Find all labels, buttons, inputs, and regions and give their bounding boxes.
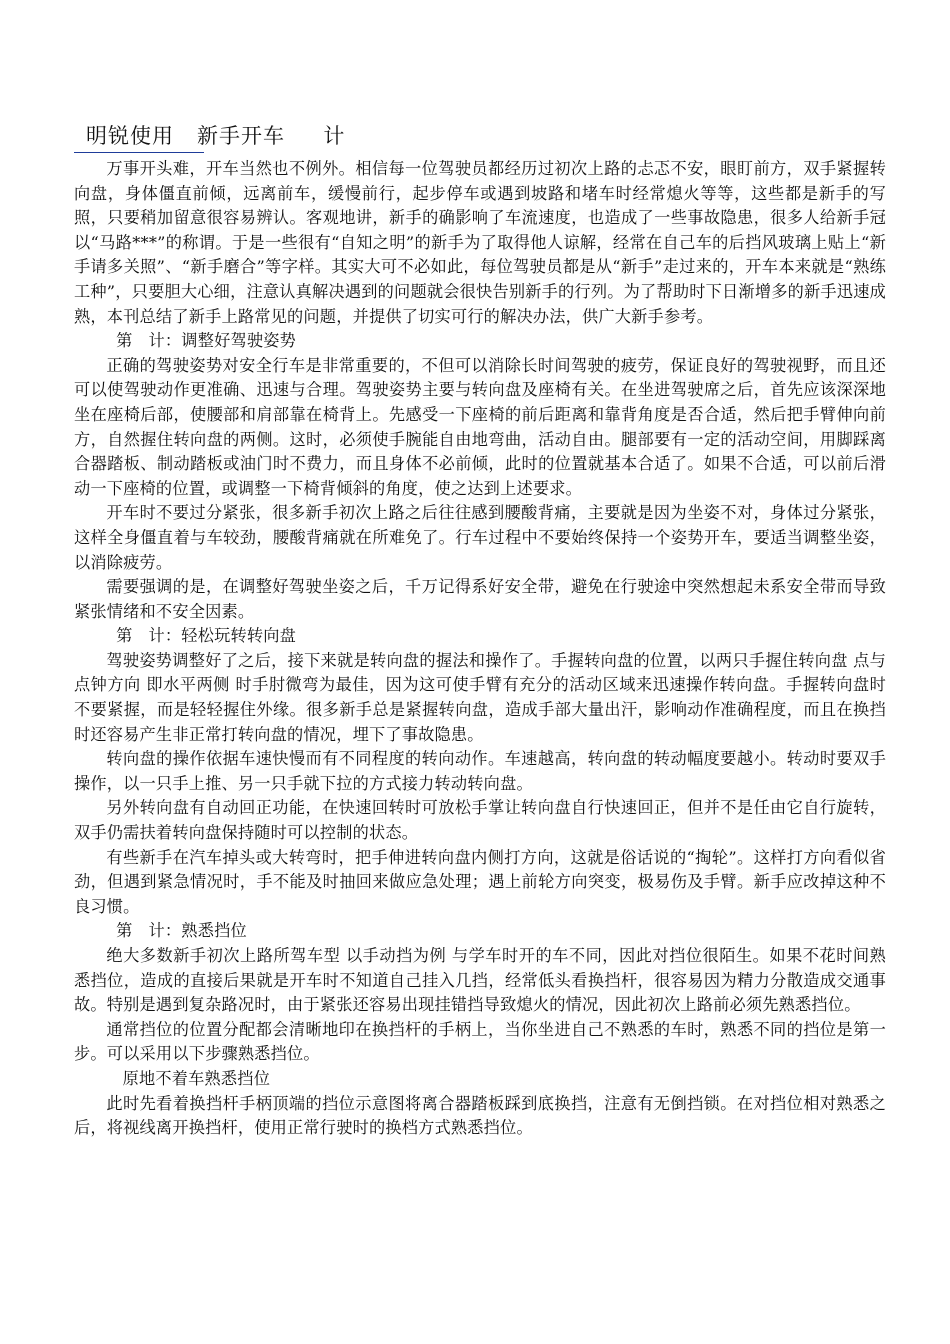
- paragraph: 驾驶姿势调整好了之后，接下来就是转向盘的握法和操作了。手握转向盘的位置，以两只手握住转向盘 点与 点钟方向 即水平两侧 时手肘微弯为最佳，因为这可使手臂有充分的活动区域来迅速操作转向盘。手握转向盘时不要紧握，而是轻轻握住外缘。很多新手总是紧握转向盘，造成手部大量出汗，影响动作准确程度，而且在换挡时还容易产生非正常打转向盘的情况，埋下了事故隐患。: [74, 650, 886, 744]
- document-page: [74, 118, 886, 1141]
- paragraph: 另外转向盘有自动回正功能，在快速回转时可放松手掌让转向盘自行快速回正，但并不是任由它自行旋转，双手仍需扶着转向盘保持随时可以控制的状态。: [74, 798, 886, 843]
- paragraph: 绝大多数新手初次上路所驾车型 以手动挡为例 与学车时开的车不同，因此对挡位很陌生。如果不花时间熟悉挡位，造成的直接后果就是开车时不知道自己挂入几挡，经常低头看换挡杆，很容易因为精力分散造成交通事故。特别是遇到复杂路况时，由于紧张还容易出现挂错挡导致熄火的情况，因此初次上路前必须先熟悉挡位。: [74, 946, 886, 1015]
- paragraph: 有些新手在汽车掉头或大转弯时，把手伸进转向盘内侧打方向，这就是俗话说的“掏轮”。这样打方向看似省劲，但遇到紧急情况时，手不能及时抽回来做应急处理；遇上前轮方向突变，极易伤及手臂。新手应改掉这种不良习惯。: [74, 847, 886, 916]
- title-underline: [74, 152, 204, 153]
- section-heading: 第 计：调整好驾驶姿势: [116, 331, 297, 351]
- paragraph: 万事开头难，开车当然也不例外。相信每一位驾驶员都经历过初次上路的忐忑不安，眼盯前方，双手紧握转向盘，身体僵直前倾，远离前车，缓慢前行，起步停车或遇到坡路和堵车时经常熄火等等，这些都是新手的写照，只要稍加留意很容易辨认。客观地讲，新手的确影响了车流速度，也造成了一些事故隐患，很多人给新手冠以“马路***”的称谓。于是一些很有“自知之明”的新手为了取得他人谅解，经常在自己车的后挡风玻璃上贴上“新手请多关照”、“新手磨合”等字样。其实大可不必如此，每位驾驶员都是从“新手”走过来的，开车本来就是“熟练工种”，只要胆大心细，注意认真解决遇到的问题就会很快告别新手的行列。为了帮助时下日渐增多的新手迅速成熟，本刊总结了新手上路常见的问题，并提供了切实可行的解决办法，供广大新手参考。: [74, 159, 886, 326]
- section-heading: 第 计：轻松玩转转向盘: [116, 626, 297, 646]
- section-heading: 第 计：熟悉挡位: [116, 921, 247, 941]
- paragraph: 转向盘的操作依据车速快慢而有不同程度的转向动作。车速越高，转向盘的转动幅度要越小。转动时要双手操作，以一只手上推、另一只手就下拉的方式接力转动转向盘。: [74, 749, 886, 793]
- page-title: 明锐使用 新手开车 计: [86, 124, 346, 148]
- sub-heading: 原地不着车熟悉挡位: [122, 1068, 271, 1088]
- paragraph: 正确的驾驶姿势对安全行车是非常重要的，不但可以消除长时间驾驶的疲劳，保证良好的驾驶视野，而且还可以使驾驶动作更准确、迅速与合理。驾驶姿势主要与转向盘及座椅有关。在坐进驾驶席之后，首先应该深深地坐在座椅后部，使腰部和肩部靠在椅背上。先感受一下座椅的前后距离和靠背角度是否合适，然后把手臂伸向前方，自然握住转向盘的两侧。这时，必须使手腕能自由地弯曲，活动自由。腿部要有一定的活动空间，用脚踩离合器踏板、制动踏板或油门时不费力，而且身体不必前倾，此时的位置就基本合适了。如果不合适，可以前后滑动一下座椅的位置，或调整一下椅背倾斜的角度，使之达到上述要求。: [74, 355, 886, 498]
- paragraph: 通常挡位的位置分配都会清晰地印在换挡杆的手柄上，当你坐进自己不熟悉的车时，熟悉不同的挡位是第一步。可以采用以下步骤熟悉挡位。: [74, 1019, 886, 1064]
- paragraph: 开车时不要过分紧张，很多新手初次上路之后往往感到腰酸背痛，主要就是因为坐姿不对，身体过分紧张，这样全身僵直着与车较劲，腰酸背痛就在所难免了。行车过程中不要始终保持一个姿势开车，要适当调整坐姿，以消除疲劳。: [74, 503, 886, 572]
- title-row: [74, 118, 886, 150]
- document-body: [74, 157, 886, 1141]
- paragraph: 需要强调的是，在调整好驾驶坐姿之后，千万记得系好安全带，避免在行驶途中突然想起未系安全带而导致紧张情绪和不安全因素。: [74, 577, 886, 621]
- paragraph: 此时先看着换挡杆手柄顶端的挡位示意图将离合器踏板踩到底换挡，注意有无倒挡锁。在对挡位相对熟悉之后，将视线离开换挡杆，使用正常行驶时的换档方式熟悉挡位。: [74, 1093, 886, 1138]
